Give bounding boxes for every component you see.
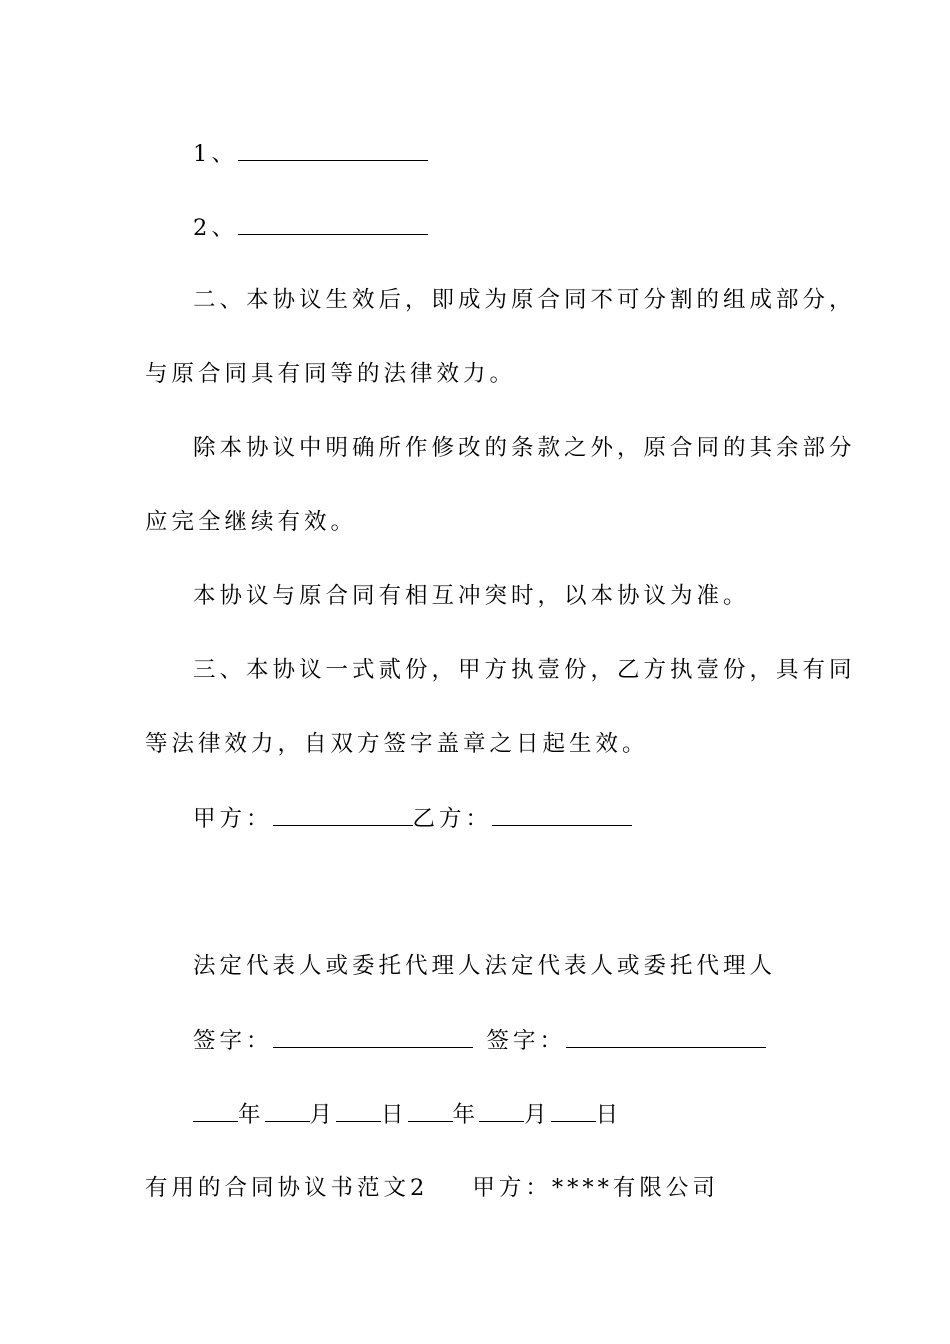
next-sample-title: 有用的合同协议书范文2: [145, 1175, 429, 1201]
sign-b-label: 签字：: [486, 1028, 567, 1054]
sign-a-blank: [273, 1025, 473, 1048]
day-a-blank: [336, 1099, 381, 1122]
signature-line: [193, 1025, 766, 1056]
day-b-label: 日: [595, 1102, 623, 1128]
sign-b-blank: [566, 1025, 766, 1048]
party-b-blank: [492, 803, 632, 826]
representative-a: 法定代表人或委托代理人: [193, 953, 485, 979]
clause-3-line-1: 三、本协议一式贰份，甲方执壹份，乙方执壹份，具有同: [193, 657, 856, 683]
footer-party-a-label: 甲方：: [472, 1175, 552, 1201]
item-2-blank: [238, 212, 428, 235]
day-a-label: 日: [381, 1102, 408, 1128]
item-1-blank: [238, 138, 428, 161]
party-a-label: 甲方：: [193, 806, 273, 832]
year-b-blank: [408, 1099, 453, 1122]
month-b-blank: [479, 1099, 524, 1122]
date-line: [193, 1099, 622, 1130]
clause-2-line-3: 除本协议中明确所作修改的条款之外，原合同的其余部分: [193, 435, 856, 461]
month-a-label: 月: [309, 1102, 337, 1128]
parties-line: [193, 803, 632, 834]
item-1: [193, 138, 428, 169]
item-1-label: 1、: [193, 141, 238, 167]
clause-2-line-4: 应完全继续有效。: [145, 509, 358, 535]
clause-2-line-1: 二、本协议生效后，即成为原合同不可分割的组成部分，: [193, 287, 856, 313]
footer-party-a-name: ****有限公司: [551, 1175, 719, 1201]
party-a-blank: [273, 803, 413, 826]
month-b-label: 月: [524, 1102, 551, 1128]
clause-3-line-2: 等法律效力，自双方签字盖章之日起生效。: [145, 731, 649, 757]
item-2: [193, 212, 428, 243]
representative-b: 法定代表人或委托代理人: [484, 953, 777, 979]
clause-2-line-5: 本协议与原合同有相互冲突时，以本协议为准。: [193, 583, 750, 609]
sign-a-label: 签字：: [193, 1028, 273, 1054]
year-b-label: 年: [452, 1102, 480, 1128]
year-a-label: 年: [238, 1102, 265, 1128]
day-b-blank: [551, 1099, 596, 1122]
item-2-label: 2、: [193, 215, 238, 241]
party-b-label: 乙方：: [412, 806, 493, 832]
month-a-blank: [265, 1099, 310, 1122]
year-a-blank: [193, 1099, 238, 1122]
clause-2-line-2: 与原合同具有同等的法律效力。: [145, 361, 517, 387]
representatives-line: [193, 951, 776, 981]
footer-line: [145, 1173, 719, 1203]
